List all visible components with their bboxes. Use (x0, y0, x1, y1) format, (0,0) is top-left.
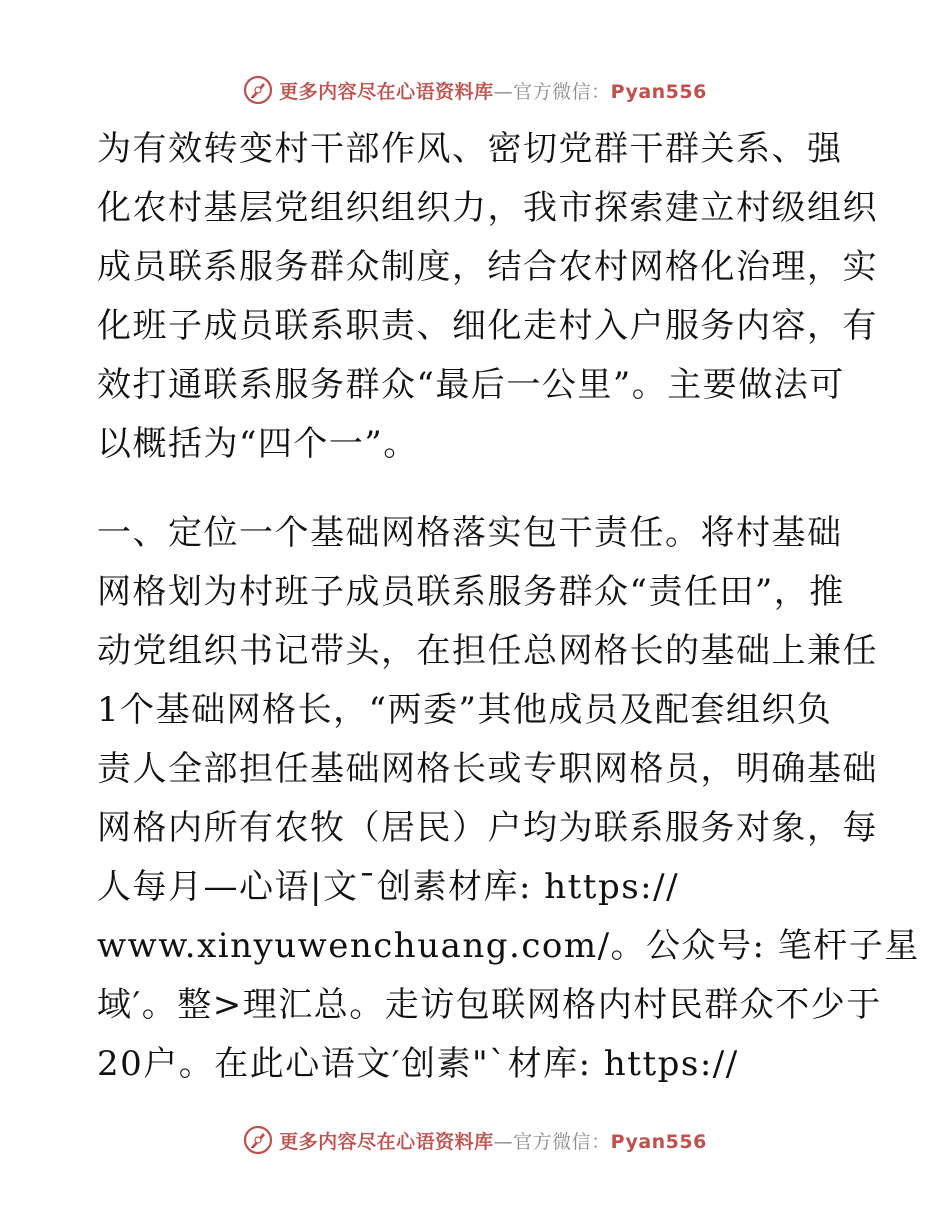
footer-wechat-label: 官方微信： (513, 1130, 611, 1153)
text-line: www.xinyuwenchuang.com/。公众号: 笔杆子星 (97, 926, 920, 966)
text-line: 为有效转变村干部作风、密切党群干群关系、强 (97, 129, 843, 169)
header-brand: 更多内容尽在心语资料库 (279, 80, 494, 103)
header-banner (0, 70, 950, 110)
footer-wechat-id: Pyan556 (610, 1130, 707, 1153)
quill-seal-icon (243, 75, 273, 105)
text-line: 化班子成员联系职责、细化走村入户服务内容，有 (97, 306, 878, 346)
text-line: 网格内所有农牧（居民）户均为联系服务对象，每 (97, 808, 878, 848)
text-line: 动党组织书记带头，在担任总网格长的基础上兼任 (97, 631, 878, 671)
document-body (97, 120, 920, 1094)
text-line: 效打通联系服务群众“最后一公里”。主要做法可 (97, 365, 845, 405)
text-line: 人每月—心语|文¯创素材库: https:// (97, 867, 680, 907)
footer-banner-text (279, 1127, 707, 1154)
paragraph-gap (97, 474, 857, 504)
paragraph-intro (97, 120, 878, 474)
footer-separator: — (493, 1130, 514, 1153)
text-line: 以概括为“四个一”。 (97, 424, 419, 464)
paragraph-section-one (97, 504, 920, 1094)
header-wechat-id: Pyan556 (610, 80, 707, 103)
text-line: 20户。在此心语文′创素"`材库: https:// (97, 1044, 739, 1084)
quill-seal-icon (243, 1125, 273, 1155)
header-wechat-label: 官方微信： (513, 80, 611, 103)
text-line: 一、定位一个基础网格落实包干责任。将村基础 (97, 513, 843, 553)
text-line: 责人全部担任基础网格长或专职网格员，明确基础 (97, 749, 878, 789)
footer-banner (0, 1120, 950, 1160)
header-banner-text (279, 77, 707, 104)
text-line: 1个基础网格长，“两委”其他成员及配套组织负 (97, 690, 833, 730)
text-line: 成员联系服务群众制度，结合农村网格化治理，实 (97, 247, 878, 287)
text-line: 化农村基层党组织组织力，我市探索建立村级组织 (97, 188, 878, 228)
text-line: 网格划为村班子成员联系服务群众“责任田”，推 (97, 572, 845, 612)
footer-brand: 更多内容尽在心语资料库 (279, 1130, 494, 1153)
text-line: 域′。整>理汇总。走访包联网格内村民群众不少于 (97, 985, 882, 1025)
header-separator: — (493, 80, 514, 103)
